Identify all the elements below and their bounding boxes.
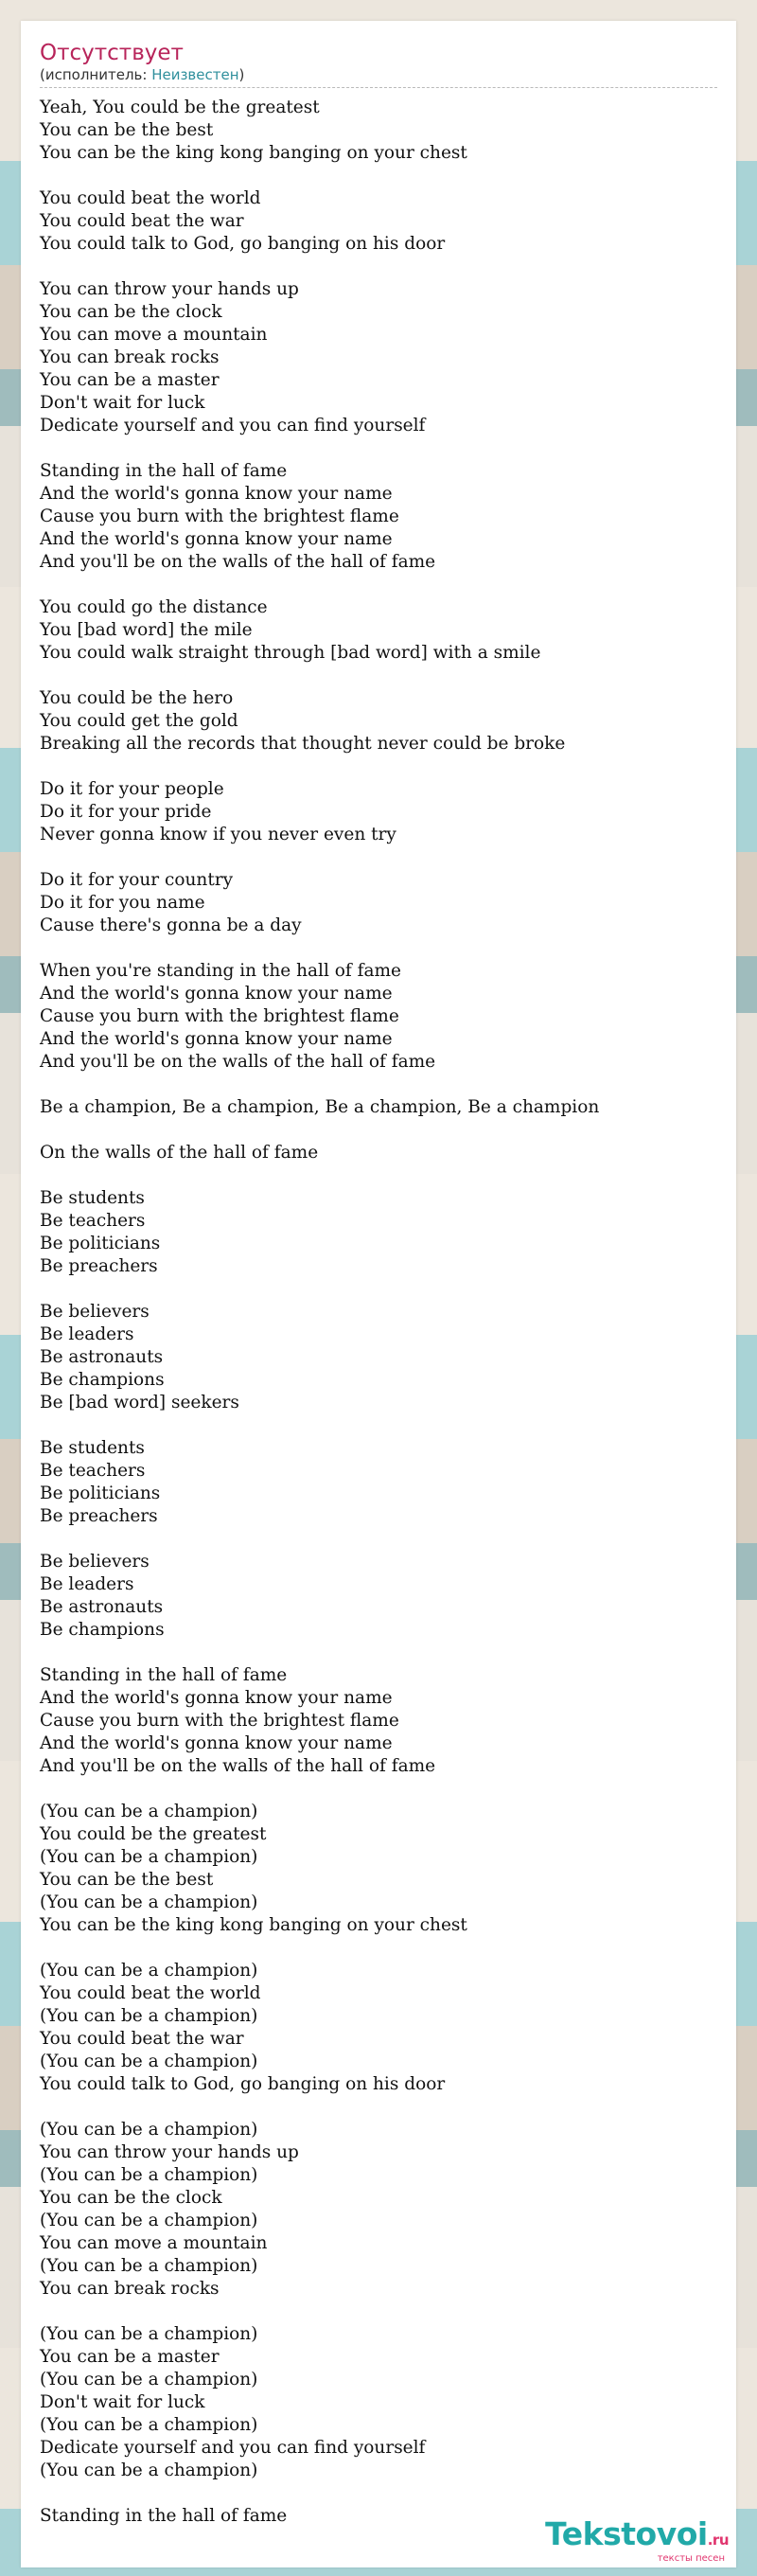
song-title: Отсутствует <box>40 41 184 65</box>
logo-tld: .ru <box>707 2532 729 2549</box>
logo-main-text: Tekstovoi <box>545 2515 708 2552</box>
lyrics-card <box>21 21 736 2567</box>
artist-suffix: ) <box>238 66 245 83</box>
site-logo[interactable] <box>545 2517 729 2564</box>
artist-prefix: (исполнитель: <box>40 66 152 83</box>
logo-wordmark <box>545 2517 729 2557</box>
lyrics-text: Yeah, You could be the greatest You can be the best You can be the king kong banging on your chest You could beat the world You could beat the war You could talk to God, go banging on his door You can throw your hands up You can be the clock You can move a mountain You can break rocks You can be a master Don't wait for luck Dedicate yourself and you can find yourself Standing in the hall of fame And the world's gonna know your name Cause you burn with the brightest flame And the world's gonna know your name And you'll be on the walls of the hall of fame You could go the distance You [bad word] the mile You could walk straight through [bad word] with a smile You could be the hero You could get the gold Breaking all the records that thought never could be broke Do it for your people Do it for your pride Never gonna know if you never even try Do it for your country Do it for you name Cause there's gonna be a day When you're standing in the hall of fame And the world's gonna know your name Cause you burn with the brightest flame And the world's gonna know your name And you'll be on the walls of the hall of fame Be a champion, Be a champion, Be a champion, Be a champion On the walls of the hall of fame Be students Be teachers Be politicians Be preachers Be believers Be leaders Be astronauts Be champions Be [bad word] seekers Be students Be teachers Be politicians Be preachers Be believers Be leaders Be astronauts Be champions Standing in the hall of fame And the world's gonna know your name Cause you burn with the brightest flame And the world's gonna know your name And you'll be on the walls of the hall of fame (You can be a champion) You could be the greatest (You can be a champion) You can be the best (You can be a champion) You can be the king kong banging on your chest (You can be a champion) You could beat the world (You can be a champion) You could beat the war (You can be a champion) You could talk to God, go banging on his door (You can be a champion) You can throw your hands up (You can be a champion) You can be the clock (You can be a champion) You can move a mountain (You can be a champion) You can break rocks (You can be a champion) You can be a master (You can be a champion) Don't wait for luck (You can be a champion) Dedicate yourself and you can find yourself (You can be a champion) Standing in the hall of fame <box>40 98 600 2526</box>
logo-tagline: тексты песен <box>657 2553 725 2564</box>
song-header <box>40 40 717 88</box>
artist-link[interactable]: Неизвестен <box>151 66 239 83</box>
artist-line <box>40 66 717 84</box>
